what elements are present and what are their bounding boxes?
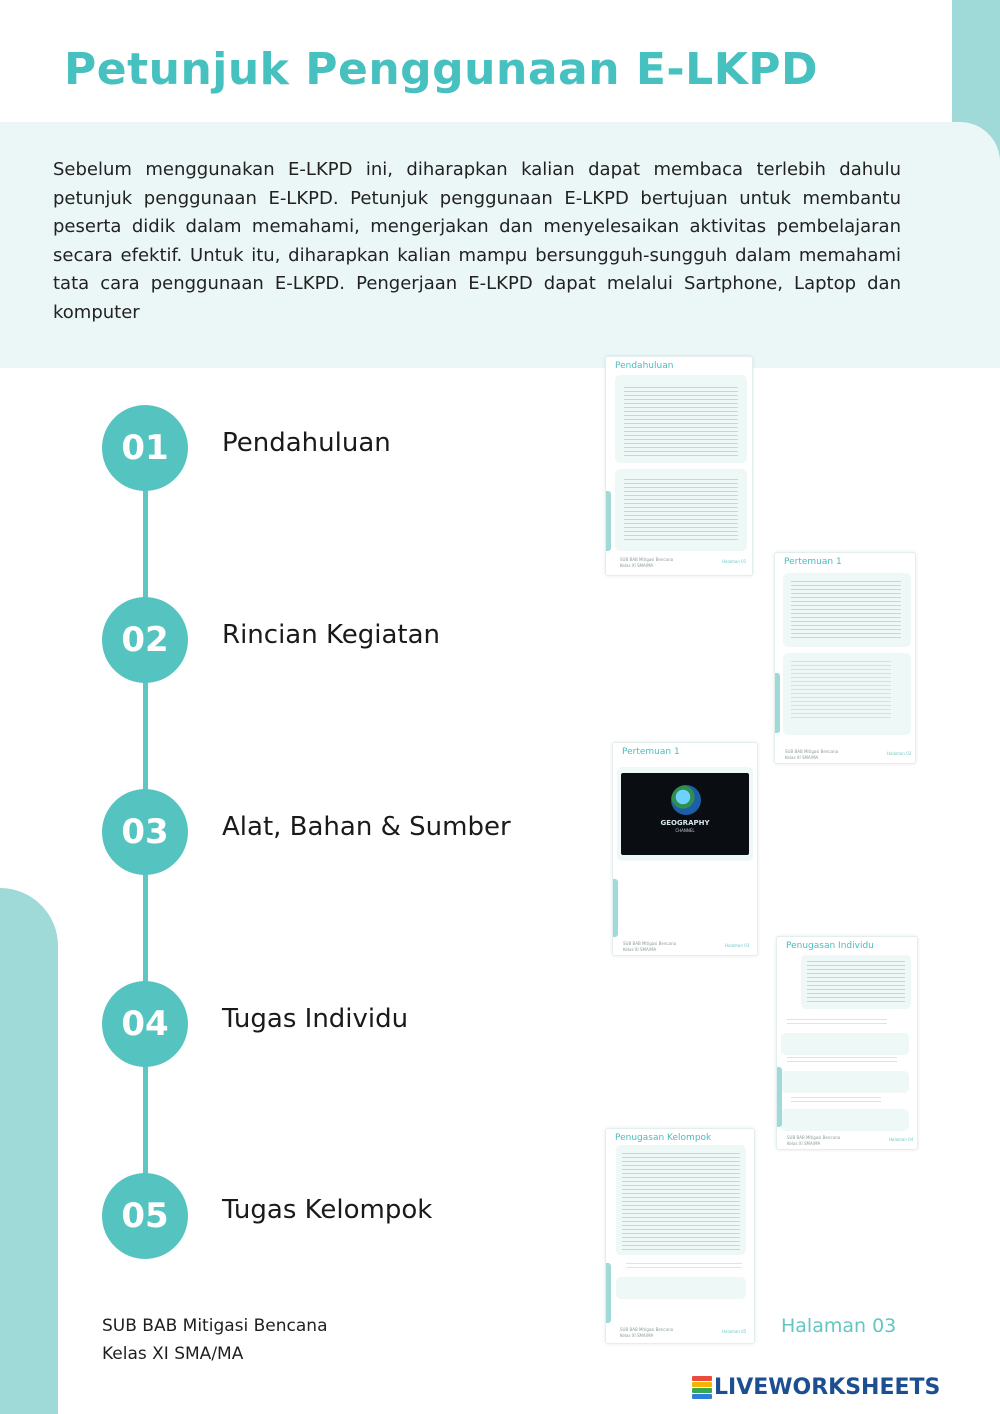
step-label-tugas-individu: Tugas Individu — [222, 1004, 409, 1034]
step-label-rincian-kegiatan: Rincian Kegiatan — [222, 620, 440, 650]
thumbnail-side-bar — [613, 879, 618, 937]
step-label-alat-bahan-sumber: Alat, Bahan & Sumber — [222, 812, 511, 842]
thumbnail-side-bar — [775, 673, 780, 733]
step-label-pendahuluan: Pendahuluan — [222, 428, 391, 458]
brand-name: LIVEWORKSHEETS — [714, 1375, 941, 1400]
thumbnail-text-lines — [624, 387, 738, 457]
step-number-circle: 02 — [102, 597, 188, 683]
page-number: Halaman 03 — [781, 1315, 897, 1337]
thumbnail-title: Pendahuluan — [615, 361, 674, 371]
thumbnail-side-bar — [606, 491, 611, 551]
thumbnail-page: Halaman 05 — [722, 1329, 747, 1334]
thumbnail-text-lines — [791, 1097, 881, 1105]
thumbnail-answer-box — [616, 1277, 746, 1299]
thumbnail-page: Halaman 03 — [725, 943, 750, 948]
thumbnail-side-bar — [777, 1067, 782, 1127]
page-thumbnail-video — [612, 742, 758, 956]
video-title: GEOGRAPHY — [660, 819, 710, 827]
step-label-tugas-kelompok: Tugas Kelompok — [222, 1195, 433, 1225]
thumbnail-text-lines — [791, 661, 891, 721]
footer-subject: SUB BAB Mitigasi Bencana — [102, 1316, 328, 1336]
thumbnail-text-lines — [787, 1019, 887, 1027]
thumbnail-footer: SUB BAB Mitigasi Bencana Kelas XI SMA/MA — [785, 749, 839, 760]
thumbnail-answer-box — [781, 1109, 909, 1131]
step-number-circle: 05 — [102, 1173, 188, 1259]
step-number-circle: 04 — [102, 981, 188, 1067]
step-number-circle: 01 — [102, 405, 188, 491]
thumbnail-text-lines — [624, 479, 738, 543]
thumbnail-text-lines — [626, 1263, 742, 1271]
liveworksheets-logo — [692, 1375, 940, 1400]
thumbnail-footer: SUB BAB Mitigasi Bencana Kelas XI SMA/MA — [623, 941, 677, 952]
page-title: Petunjuk Penggunaan E-LKPD — [64, 44, 819, 95]
video-preview — [621, 773, 749, 855]
thumbnail-text-lines — [791, 581, 901, 641]
thumbnail-footer: SUB BAB Mitigasi Bencana Kelas XI SMA/MA — [620, 1327, 674, 1338]
thumbnail-title: Penugasan Kelompok — [615, 1133, 712, 1143]
thumbnail-footer: SUB BAB Mitigasi Bencana Kelas XI SMA/MA — [620, 557, 674, 568]
thumbnail-answer-box — [781, 1033, 909, 1055]
thumbnail-text-lines — [807, 961, 905, 1005]
thumbnail-answer-box — [781, 1071, 909, 1093]
page-thumbnail-pertemuan-1 — [774, 552, 916, 764]
video-subtitle: CHANNEL — [675, 828, 695, 833]
page-thumbnail-pendahuluan — [605, 356, 753, 576]
thumbnail-title: Pertemuan 1 — [622, 747, 680, 757]
thumbnail-page: Halaman 02 — [887, 751, 912, 756]
globe-icon — [671, 785, 701, 815]
thumbnail-title: Pertemuan 1 — [784, 557, 842, 567]
liveworksheets-icon — [692, 1376, 712, 1400]
thumbnail-text-lines — [622, 1153, 740, 1251]
footer-class: Kelas XI SMA/MA — [102, 1344, 244, 1364]
thumbnail-text-lines — [787, 1057, 897, 1065]
thumbnail-page: Halaman 04 — [889, 1137, 914, 1142]
thumbnail-page: Halaman 01 — [722, 559, 747, 564]
step-number-circle: 03 — [102, 789, 188, 875]
decorative-corner-left — [0, 888, 58, 1414]
page-thumbnail-penugasan-kelompok — [605, 1128, 755, 1344]
thumbnail-footer: SUB BAB Mitigasi Bencana Kelas XI SMA/MA — [787, 1135, 841, 1146]
thumbnail-title: Penugasan Individu — [786, 941, 874, 951]
thumbnail-side-bar — [606, 1263, 611, 1323]
intro-paragraph: Sebelum menggunakan E-LKPD ini, diharapkan kalian dapat membaca terlebih dahulu petunjuk penggunaan E-LKPD. Petunjuk penggunaan E-LKPD bertujuan untuk membantu peserta didik dalam memahami, mengerjakan dan menyelesaikan aktivitas pembelajaran secara efektif. Untuk itu, diharapkan kalian mampu bersungguh-sungguh dalam memahami tata cara penggunaan E-LKPD. Pengerjaan E-LKPD dapat melalui Sartphone, Laptop dan komputer — [53, 159, 901, 323]
page-thumbnail-penugasan-individu — [776, 936, 918, 1150]
